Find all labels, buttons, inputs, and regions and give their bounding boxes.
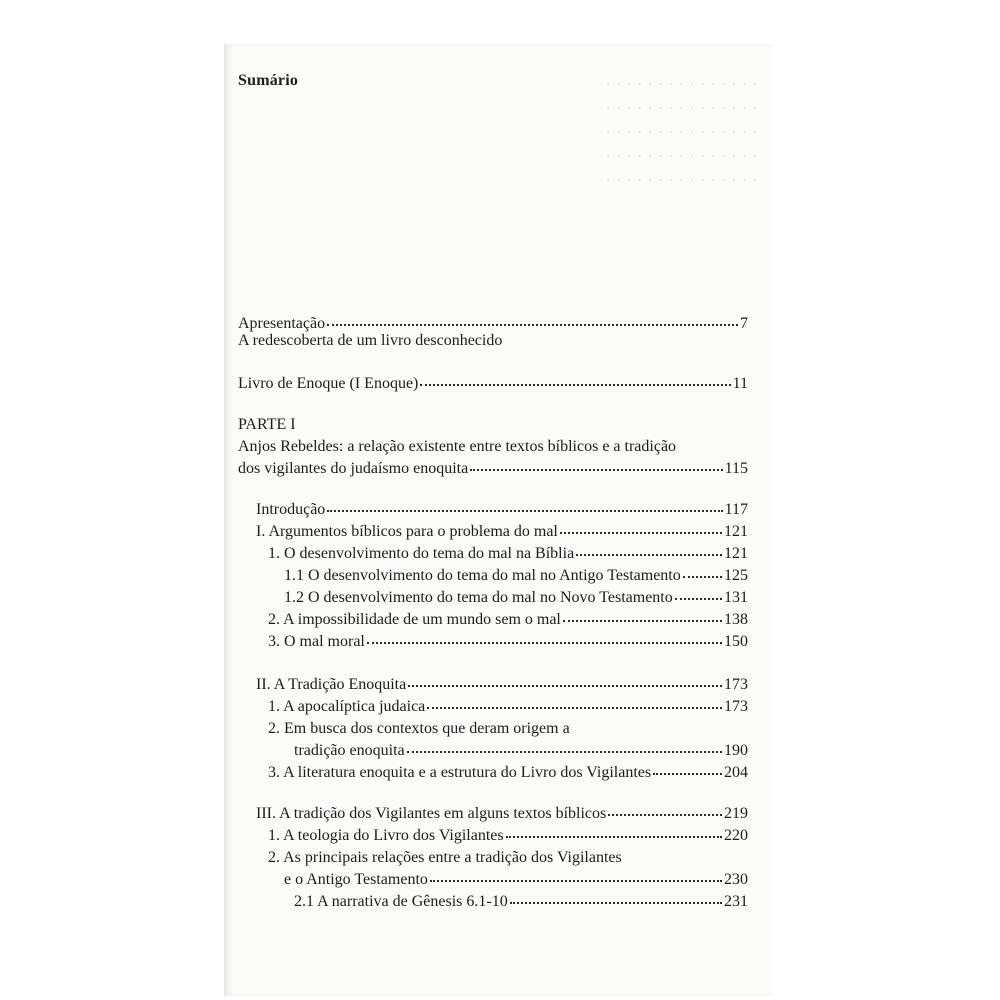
toc-entry-introducao: Introdução 117: [256, 501, 748, 518]
dot-leader: [407, 750, 722, 753]
dot-leader: [470, 468, 722, 471]
toc-entry-chapter-1: I. Argumentos bíblicos para o problema do mal 121: [256, 523, 748, 540]
dot-leader: [560, 531, 722, 534]
toc-entry-subsection-1-1-2: 1.2 O desenvolvimento do tema do mal no Novo Testamento 131: [284, 589, 748, 606]
bleed-through-text: . . . . . . . . . . . . . . . . . . . . . . . . . . . . . . . . . . . . . . . . . . . . . . . . . . . . . . . . . . . . . . . . . . . . . . . . . . .: [606, 70, 759, 185]
dot-leader: [675, 597, 722, 600]
toc-entry-section-2-1: 1. A apocalíptica judaica 173: [268, 698, 748, 715]
dot-leader: [653, 772, 722, 775]
dot-leader: [367, 641, 722, 644]
toc-entry-section-2-2: 2. Em busca dos contextos que deram origem a: [268, 720, 570, 737]
toc-entry-part-title-cont: dos vigilantes do judaísmo enoquita 115: [238, 460, 748, 477]
dot-leader: [427, 706, 722, 709]
dot-leader: [408, 684, 722, 687]
toc-entry-section-3-2-cont: e o Antigo Testamento 230: [284, 871, 748, 888]
dot-leader: [420, 383, 730, 386]
toc-entry-livro-de-enoque: Livro de Enoque (I Enoque) 11: [238, 375, 748, 392]
toc-entry-subsection-1-1-1: 1.1 O desenvolvimento do tema do mal no Antigo Testamento 125: [284, 567, 748, 584]
toc-entry-section-3-1: 1. A teologia do Livro dos Vigilantes 220: [268, 827, 748, 844]
toc-entry-chapter-3: III. A tradição dos Vigilantes em alguns textos bíblicos 219: [256, 805, 748, 822]
toc-entry-section-2-3: 3. A literatura enoquita e a estrutura do Livro dos Vigilantes 204: [268, 764, 748, 781]
toc-entry-section-1-3: 3. O mal moral 150: [268, 633, 748, 650]
toc-part-heading: PARTE I: [238, 416, 296, 433]
toc-entry-section-1-1: 1. O desenvolvimento do tema do mal na Bíblia 121: [268, 545, 748, 562]
dot-leader: [327, 509, 722, 512]
toc-entry-chapter-2: II. A Tradição Enoquita 173: [256, 676, 748, 693]
dot-leader: [608, 813, 722, 816]
dot-leader: [576, 553, 722, 556]
toc-entry-section-2-2-cont: tradição enoquita 190: [294, 742, 748, 759]
dot-leader: [563, 619, 722, 622]
dot-leader: [506, 835, 722, 838]
toc-entry-apresentacao: Apresentação 7: [238, 315, 748, 332]
toc-title: Sumário: [238, 72, 299, 89]
dot-leader: [430, 879, 722, 882]
toc-entry-section-1-2: 2. A impossibilidade de um mundo sem o mal 138: [268, 611, 748, 628]
dot-leader: [510, 901, 722, 904]
toc-entry-section-3-2: 2. As principais relações entre a tradição dos Vigilantes: [268, 849, 622, 866]
toc-entry-subsection-3-2-1: 2.1 A narrativa de Gênesis 6.1-10 231: [294, 893, 748, 910]
dot-leader: [327, 323, 738, 326]
toc-entry-subtitle: A redescoberta de um livro desconhecido: [238, 332, 503, 349]
dot-leader: [683, 575, 722, 578]
toc-entry-part-title: Anjos Rebeldes: a relação existente entre textos bíblicos e a tradição: [238, 438, 677, 455]
